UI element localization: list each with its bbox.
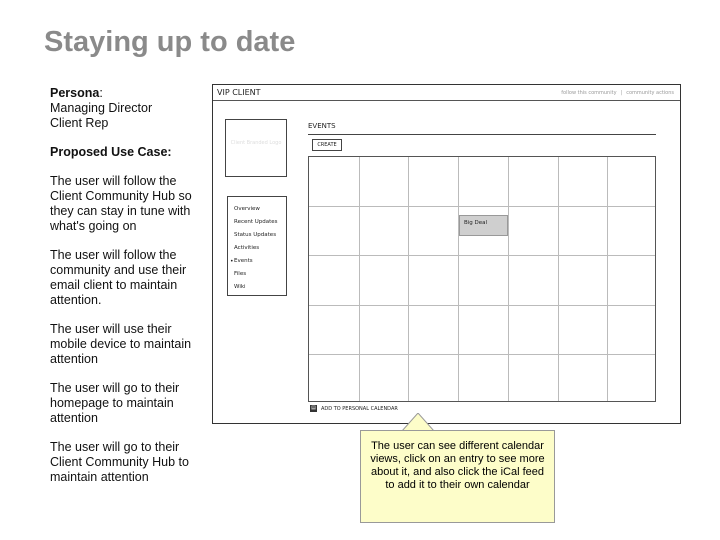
calendar-column-line	[359, 157, 360, 401]
nav-item-label: Wiki	[234, 284, 246, 290]
nav-item-label: Overview	[234, 206, 260, 212]
use-case-paragraph: The user will go to their Client Community Hub to maintain attention	[50, 440, 189, 484]
logo-placeholder-text: Client Branded Logo	[230, 140, 282, 146]
header-divider	[213, 100, 680, 101]
rss-feed-icon: ▤	[311, 405, 316, 411]
community-title: VIP CLIENT	[217, 88, 261, 97]
annotation-callout: The user can see different calendar views, click on an entry to see more about it, and also click the iCal feed to add it to their own calendar	[360, 430, 555, 523]
calendar-column-line	[508, 157, 509, 401]
nav-item-overview[interactable]	[228, 203, 286, 216]
calendar-column-line	[408, 157, 409, 401]
nav-item-files[interactable]	[228, 268, 286, 281]
client-logo-placeholder	[225, 119, 287, 177]
wireframe-window	[212, 84, 681, 424]
persona-block	[50, 86, 210, 131]
nav-item-events[interactable]	[228, 255, 286, 268]
callout-pointer	[398, 413, 438, 431]
description-panel	[50, 86, 210, 499]
use-case-heading: Proposed Use Case:	[50, 145, 172, 159]
nav-item-label: Activities	[234, 245, 260, 251]
calendar-row-line	[309, 206, 655, 207]
persona-line: Client Rep	[50, 116, 109, 130]
use-case-paragraph: The user will follow the community and use their email client to maintain attention.	[50, 248, 187, 307]
nav-item-label: Events	[234, 258, 253, 264]
calendar-row-line	[309, 354, 655, 355]
events-divider	[308, 134, 656, 135]
community-nav	[227, 196, 287, 296]
top-links	[561, 90, 674, 96]
events-heading: EVENTS	[308, 122, 336, 130]
link-separator: |	[620, 90, 623, 96]
use-case-paragraph: The user will go to their homepage to maintain attention	[50, 381, 180, 425]
nav-item-label: Status Updates	[234, 232, 277, 238]
use-case-paragraph: The user will use their mobile device to maintain attention	[50, 322, 192, 366]
nav-item-label: Files	[234, 271, 247, 277]
calendar-column-line	[458, 157, 459, 401]
create-event-button[interactable]: CREATE	[312, 139, 342, 151]
persona-line: Managing Director	[50, 101, 153, 115]
add-to-calendar-label: ADD TO PERSONAL CALENDAR	[321, 405, 398, 412]
slide-title: Staying up to date	[44, 26, 296, 58]
calendar-column-line	[607, 157, 608, 401]
calendar-grid[interactable]	[308, 156, 656, 402]
community-actions-link[interactable]: community actions	[626, 90, 674, 96]
calendar-row-line	[309, 255, 655, 256]
add-to-calendar-link[interactable]	[310, 405, 398, 412]
calendar-row-line	[309, 305, 655, 306]
active-marker: •	[230, 258, 234, 265]
nav-item-recent-updates[interactable]	[228, 216, 286, 229]
nav-item-activities[interactable]	[228, 242, 286, 255]
nav-item-status-updates[interactable]	[228, 229, 286, 242]
use-case-paragraph: The user will follow the Client Community Hub so they can stay in tune with what's going on	[50, 174, 192, 233]
persona-colon: :	[99, 86, 103, 100]
nav-item-wiki[interactable]	[228, 281, 286, 294]
follow-community-link[interactable]: follow this community	[561, 90, 617, 96]
calendar-column-line	[558, 157, 559, 401]
persona-label: Persona	[50, 86, 100, 100]
calendar-event[interactable]: Big Deal	[459, 215, 508, 236]
nav-item-label: Recent Updates	[234, 219, 278, 225]
